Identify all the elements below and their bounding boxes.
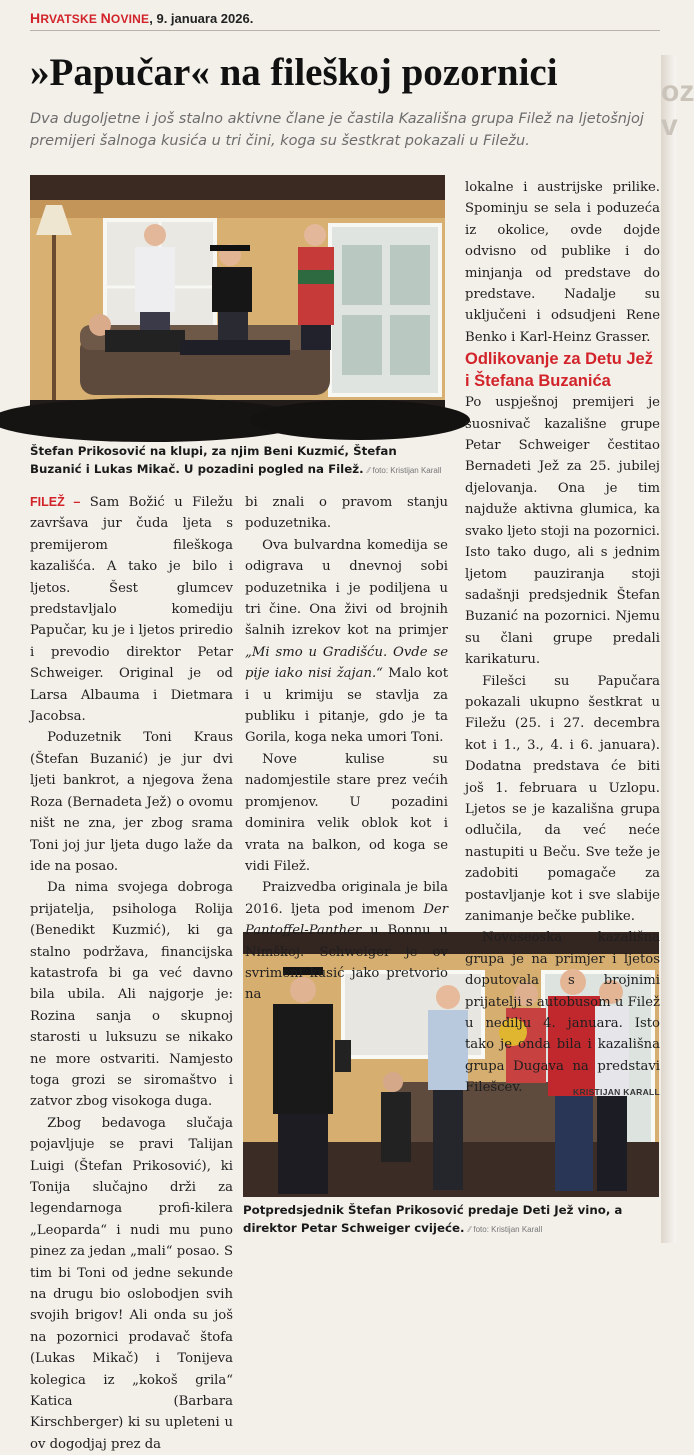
article-headline: »Papučar« na fileškoj pozornici xyxy=(30,51,558,94)
camera-icon-2: ⁄⁄ xyxy=(468,1225,474,1234)
photo2-caption: Potpredsjednik Štefan Prikosović predaje Deti Jež vino, a direktor Petar Schweiger cvijeće. ⁄⁄ foto: Kristijan Karall xyxy=(243,1203,623,1235)
page-header xyxy=(30,8,660,31)
issue-date: , 9. januara 2026. xyxy=(149,11,254,26)
article-column-3 xyxy=(465,177,660,1104)
col2-paragraph-1: bi znali o pravom stanju poduzetnika. xyxy=(245,495,448,532)
title-italic: Der Pantoffel-Panther xyxy=(245,901,448,939)
article-author: KRISTIJAN KARALL xyxy=(573,1087,660,1098)
article-lead: Dva dugoljetne i još stalno aktivne člane je častila Kazališna grupa Filež na ljetošnjoj premijeri šalnoga kusića u tri čini, koga su šestkrat pokazali u Filežu. xyxy=(30,111,644,149)
col2-paragraph-2: Ova bulvardna komedija se odigrava u dnevnoj sobi poduzetnika i je podiljena u tri čine. Ona živi od brojnih šalnih izrekov kot na primjer „Mi smo u Gradišću. Ovde se pije iako nisi žajan.“ Malo kot i u krimiju se stavlja za publiku i pitanje, gdo je ta Gorila, koga neka umori Toni. xyxy=(245,537,448,746)
col2-paragraph-4: Praizvedba originala je bila 2016. ljeta pod imenom Der Pantoffel-Panther u Bonnu u Nimškoj. Schweiger je ov svrimeni kusić jako pretvorio na xyxy=(245,880,448,1003)
stage-photo xyxy=(30,175,445,432)
adjacent-page-fragment: oz v xyxy=(661,75,694,142)
quote-italic: „Mi smo u Gradišću. Ovde se pije iako nisi žajan.“ xyxy=(245,644,448,682)
col3-paragraph-2: Po uspješnoj premijeri je suosnivač kazališne grupe Petar Schweiger čestitao Bernadeti Jež za 25. jubilej djelovanja. Ona je tim najduže aktivna glumica, ka svako ljeto stoji na pozornici. Isto tako dugo, ali s jednim ljetom pauziranja stoji sadašnji predsjednik Štefan Buzanić na pozornici. Njemu su člani grupe predali karikaturu. xyxy=(465,395,660,668)
article-column-2 xyxy=(245,492,448,1006)
col1-paragraph-2: Poduzetnik Toni Kraus (Štefan Buzanić) je jur dvi ljeti bankrot, a njegova žena Roza (Bernadeta Jež) o ovomu ništ ne zna, jer zbog srama Toni joj jur ljeta dugo laže da ide na posao. xyxy=(30,730,233,874)
dateline-location: FILEŽ – xyxy=(30,495,81,509)
photo2-credit: ⁄⁄ foto: Kristijan Karall xyxy=(468,1225,543,1234)
camera-icon: ⁄⁄ xyxy=(367,466,373,475)
col1-paragraph-3: Da nima svojega dobroga prijatelja, psihologa Rolija (Benedikt Kuzmić), ki ga stalno podržava, financijska katastrofa bi ga već davno bila ubila. Ali najgorje je: Rozina sanja o skupnoj starosti u luksuzu se nikako ne more ostvariti. Namjesto toga grozi se siromaštvo i zatvor zbog visokoga duga. xyxy=(30,880,233,1110)
adjacent-page-edge xyxy=(661,55,694,1243)
photo1-caption: Štefan Prikosović na klupi, za njim Beni Kuzmić, Štefan Buzanić i Lukas Mikač. U pozadini pogled na Filež. ⁄⁄ foto: Kristijan Karall xyxy=(30,444,442,476)
col3-paragraph-3: Filešci su Papučara pokazali ukupno šestkrat u Filežu (25. i 27. decembra kot i 1., 3., 4. i 6. januara). Dodatna predstava će biti još 1. februara u Uzlopu. Ljetos se je kazališna grupa odlučila, da već neće nastupiti u Beču. Sve teže je zadobiti pomagače za postavljanje kot i sve slabije zanimanje bečke publike. xyxy=(465,673,660,924)
col1-paragraph-1: FILEŽ – Sam Božić u Filežu završava jur čuda ljeta s premijerom fileškoga kazališća. A tako je bilo i ljetos. Šest glumcev predstavljalo komediju Papučar, ku je i ljetos priredio i prevodio direktor Petar Schweiger. Original je od Larsa Albauma i Dietmara Jacobsa. xyxy=(30,495,233,725)
col3-paragraph-4: Novoseoska kazališna grupa je na primjer i ljetos doputovala s brojnimi prijatelji s autobusom u Filež u nedilju 4. januara. Isto tako je onda bila i kazališna grupa Dugava na predstavi Filešcev. KRISTIJAN KARALL xyxy=(465,927,660,1098)
col1-paragraph-4: Zbog bedavoga slučaja pojavljuje se pravi Talijan Luigi (Štefan Prikosović), ki Tonija slučajno drži za legendarnoga profi-kilera „Leoparda“ i nudi mu puno pinez za jedan „mali“ posao. S tim bi Toni od jedne sekunde na drugu bio oslobodjen svih svojih brigov! Ali onda su još na pozornici prodavač štofa (Lukas Mikač) i Tonijeva kolegica iz „kokoš grila“ Katica (Barbara Kirschberger) ki su upleteni u ov dogodjaj prez da xyxy=(30,1115,233,1452)
article-column-1 xyxy=(30,492,233,1455)
col3-paragraph-1: lokalne i austrijske prilike. Spominju se sela i poduzeća iz okolice, ovde dojde odvisno od publike i do minjanja od predstave do predstave. Nadalje su uključeni i odsudjeni Rene Benko i Karl-Heinz Grasser. xyxy=(465,180,660,345)
photo1-credit: ⁄⁄ foto: Kristijan Karall xyxy=(367,466,442,475)
col2-paragraph-3: Nove kulise su nadomjestile stare prez većih promjenov. U pozadini dominira velik oblok kot i vrata na balkon, od koga se vidi Filež. xyxy=(245,751,448,874)
masthead-brand: HRVATSKE NOVINE xyxy=(30,10,150,26)
section-subheading: Odlikovanje za Detu Jež i Štefana Buzanića xyxy=(465,350,653,391)
stage-photo-illustration xyxy=(30,175,445,432)
